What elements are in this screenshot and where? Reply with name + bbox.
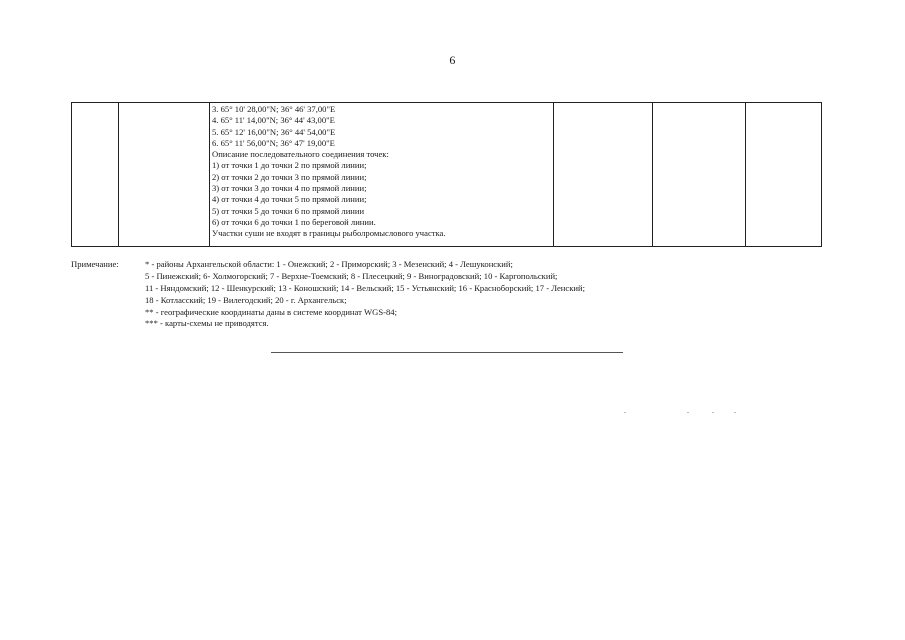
coord-line: 3. 65° 10' 28,00"N; 36° 46' 37,00"E xyxy=(212,104,336,114)
scan-dot xyxy=(624,412,626,413)
table-column-divider xyxy=(745,103,746,246)
scan-dot xyxy=(687,412,689,413)
notes-lines xyxy=(145,259,585,330)
connection-line: 4) от точки 4 до точки 5 по прямой линии; xyxy=(212,194,367,205)
coordinates-cell xyxy=(210,103,554,240)
coord-line: 6. 65° 11' 56,00"N; 36° 47' 19,00"E xyxy=(212,137,335,148)
connection-line: 2) от точки 2 до точки 3 по прямой линии; xyxy=(212,171,367,182)
note-line: 5 - Пинежский; 6- Холмогорский; 7 - Верхне-Тоемский; 8 - Плесецкий; 9 - Виноградовский; 10 - Каргопольский; xyxy=(145,270,558,281)
connection-line: 5) от точки 5 до точки 6 по прямой линии xyxy=(212,205,365,216)
table-column-divider xyxy=(652,103,653,246)
coord-line: 4. 65° 11' 14,00"N; 36° 44' 43,00"E xyxy=(212,115,335,126)
scan-dot xyxy=(712,412,714,413)
note-line: *** - карты-схемы не приводятся. xyxy=(145,318,269,329)
connection-line: 6) от точки 6 до точки 1 по береговой линии. xyxy=(212,216,376,227)
page-number: 6 xyxy=(449,53,456,67)
coordinates-table xyxy=(71,102,822,247)
end-separator-line xyxy=(271,352,623,353)
scan-dot xyxy=(734,412,736,413)
connection-line: 1) от точки 1 до точки 2 по прямой линии; xyxy=(212,160,367,171)
table-column-divider xyxy=(118,103,119,246)
coord-line: 5. 65° 12' 16,00"N; 36° 44' 54,00"E xyxy=(212,126,336,137)
connection-line: 3) от точки 3 до точки 4 по прямой линии; xyxy=(212,183,367,194)
note-line: 18 - Котласский; 19 - Вилегодский; 20 - г. Архангельск; xyxy=(145,294,347,305)
note-line: * - районы Архангельской области: 1 - Онежский; 2 - Приморский; 3 - Мезенский; 4 - Лешуконский; xyxy=(145,259,513,269)
scan-artifact xyxy=(622,412,742,414)
note-line: ** - географические координаты даны в системе координат WGS-84; xyxy=(145,306,397,317)
notes-label: Примечание: xyxy=(71,259,119,269)
note-line: 11 - Няндомский; 12 - Шенкурский; 13 - Коношский; 14 - Вельский; 15 - Устьянский; 16 - Красноборский; 17 - Ленский; xyxy=(145,282,585,293)
land-exclusion-note: Участки суши не входят в границы рыболромыслового участка. xyxy=(212,228,446,239)
connection-heading: Описание последовательного соединения точек: xyxy=(212,149,389,160)
